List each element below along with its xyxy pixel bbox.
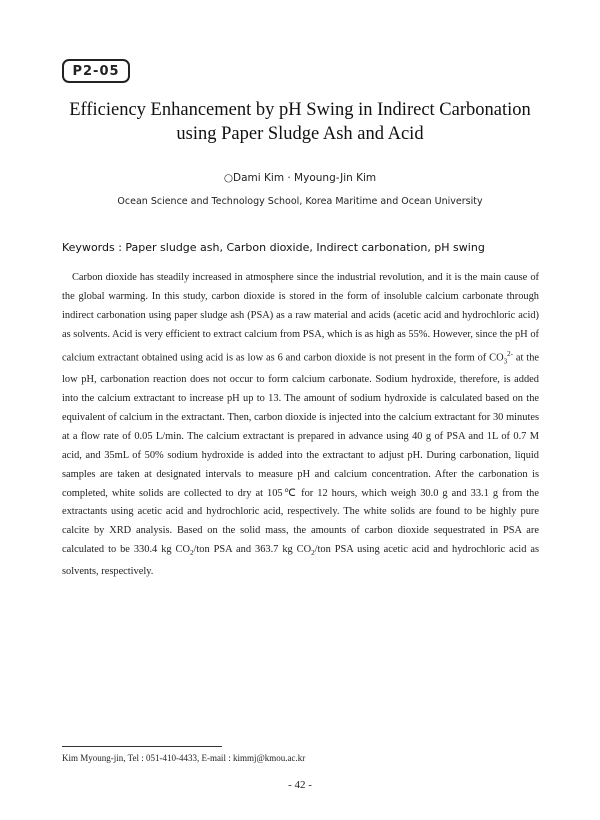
presenter-mark: ○: [223, 172, 234, 184]
keywords: Keywords : Paper sludge ash, Carbon dioxide, Indirect carbonation, pH swing: [62, 241, 485, 254]
footnote-divider: [62, 746, 222, 747]
co3-subscript: 3: [503, 357, 508, 366]
co2-subscript-a: 2: [189, 549, 194, 558]
paper-title-line-2: using Paper Sludge Ash and Acid: [176, 124, 424, 144]
author-list: [0, 172, 600, 184]
paper-id-badge: P2-05: [62, 59, 130, 83]
abstract-text-3: /ton PSA and 363.7 kg CO: [193, 544, 312, 556]
corresponding-author-footnote: Kim Myoung-jin, Tel : 051-410-4433, E-mail : kimmj@kmou.ac.kr: [62, 753, 306, 763]
affiliation: Ocean Science and Technology School, Korea Maritime and Ocean University: [117, 196, 483, 207]
abstract-text-4: /ton PSA using acetic acid and hydrochloric acid as solvents, respectively.: [62, 544, 540, 578]
abstract-body: [62, 269, 539, 582]
page-number: - 42 -: [288, 779, 312, 791]
co3-superscript: 2-: [507, 349, 513, 358]
co2-subscript-b: 2: [311, 549, 315, 558]
paper-title-line-1: Efficiency Enhancement by pH Swing in Indirect Carbonation: [69, 100, 531, 120]
abstract-text-2: at the low pH, carbonation reaction does not occur to form calcium carbonate. Sodium hydroxide, therefore, is added into the calcium extractant to increase pH up to 13. The amount of sodium hydroxide is calculated based on the equivalent of calcium in the extractant. Then, carbon dioxide is injected into the calcium extractant for 30 minutes at a flow rate of 0.05 L/min. The calcium extractant is prepared in advance using 40 g of PSA and 1L of 0.7 M acid, and 35mL of 50% sodium hydroxide is added into the extractant to adjust pH. During carbonation, liquid samples are taken at designated intervals to measure pH and calcium concentration. After the carbonation is completed, white solids are collected to dry at 105℃ for 12 hours, which weigh 30.0 g and 33.1 g from the extractants using acetic acid and hydrochloric acid, respectively. The white solids are found to be highly pure calcite by XRD analysis. Based on the solid mass, the amounts of carbon dioxide sequestrated in PSA are calculated to be 330.4 kg CO: [62, 352, 540, 556]
abstract-text-1: Carbon dioxide has steadily increased in atmosphere since the industrial revolution, and it is the main cause of the global warming. In this study, carbon dioxide is stored in the form of insoluble calcium carbonate through indirect carbonation using paper sludge ash (PSA) as a raw material and acids (acetic acid and hydrochloric acid) as solvents. Acid is very efficient to extract calcium from PSA, which is as high as 55%. However, since the pH of calcium extractant obtained using acid is as low as 6 and carbon dioxide is not present in the form of CO: [62, 272, 539, 364]
author-names: Dami Kim · Myoung-Jin Kim: [233, 172, 377, 184]
